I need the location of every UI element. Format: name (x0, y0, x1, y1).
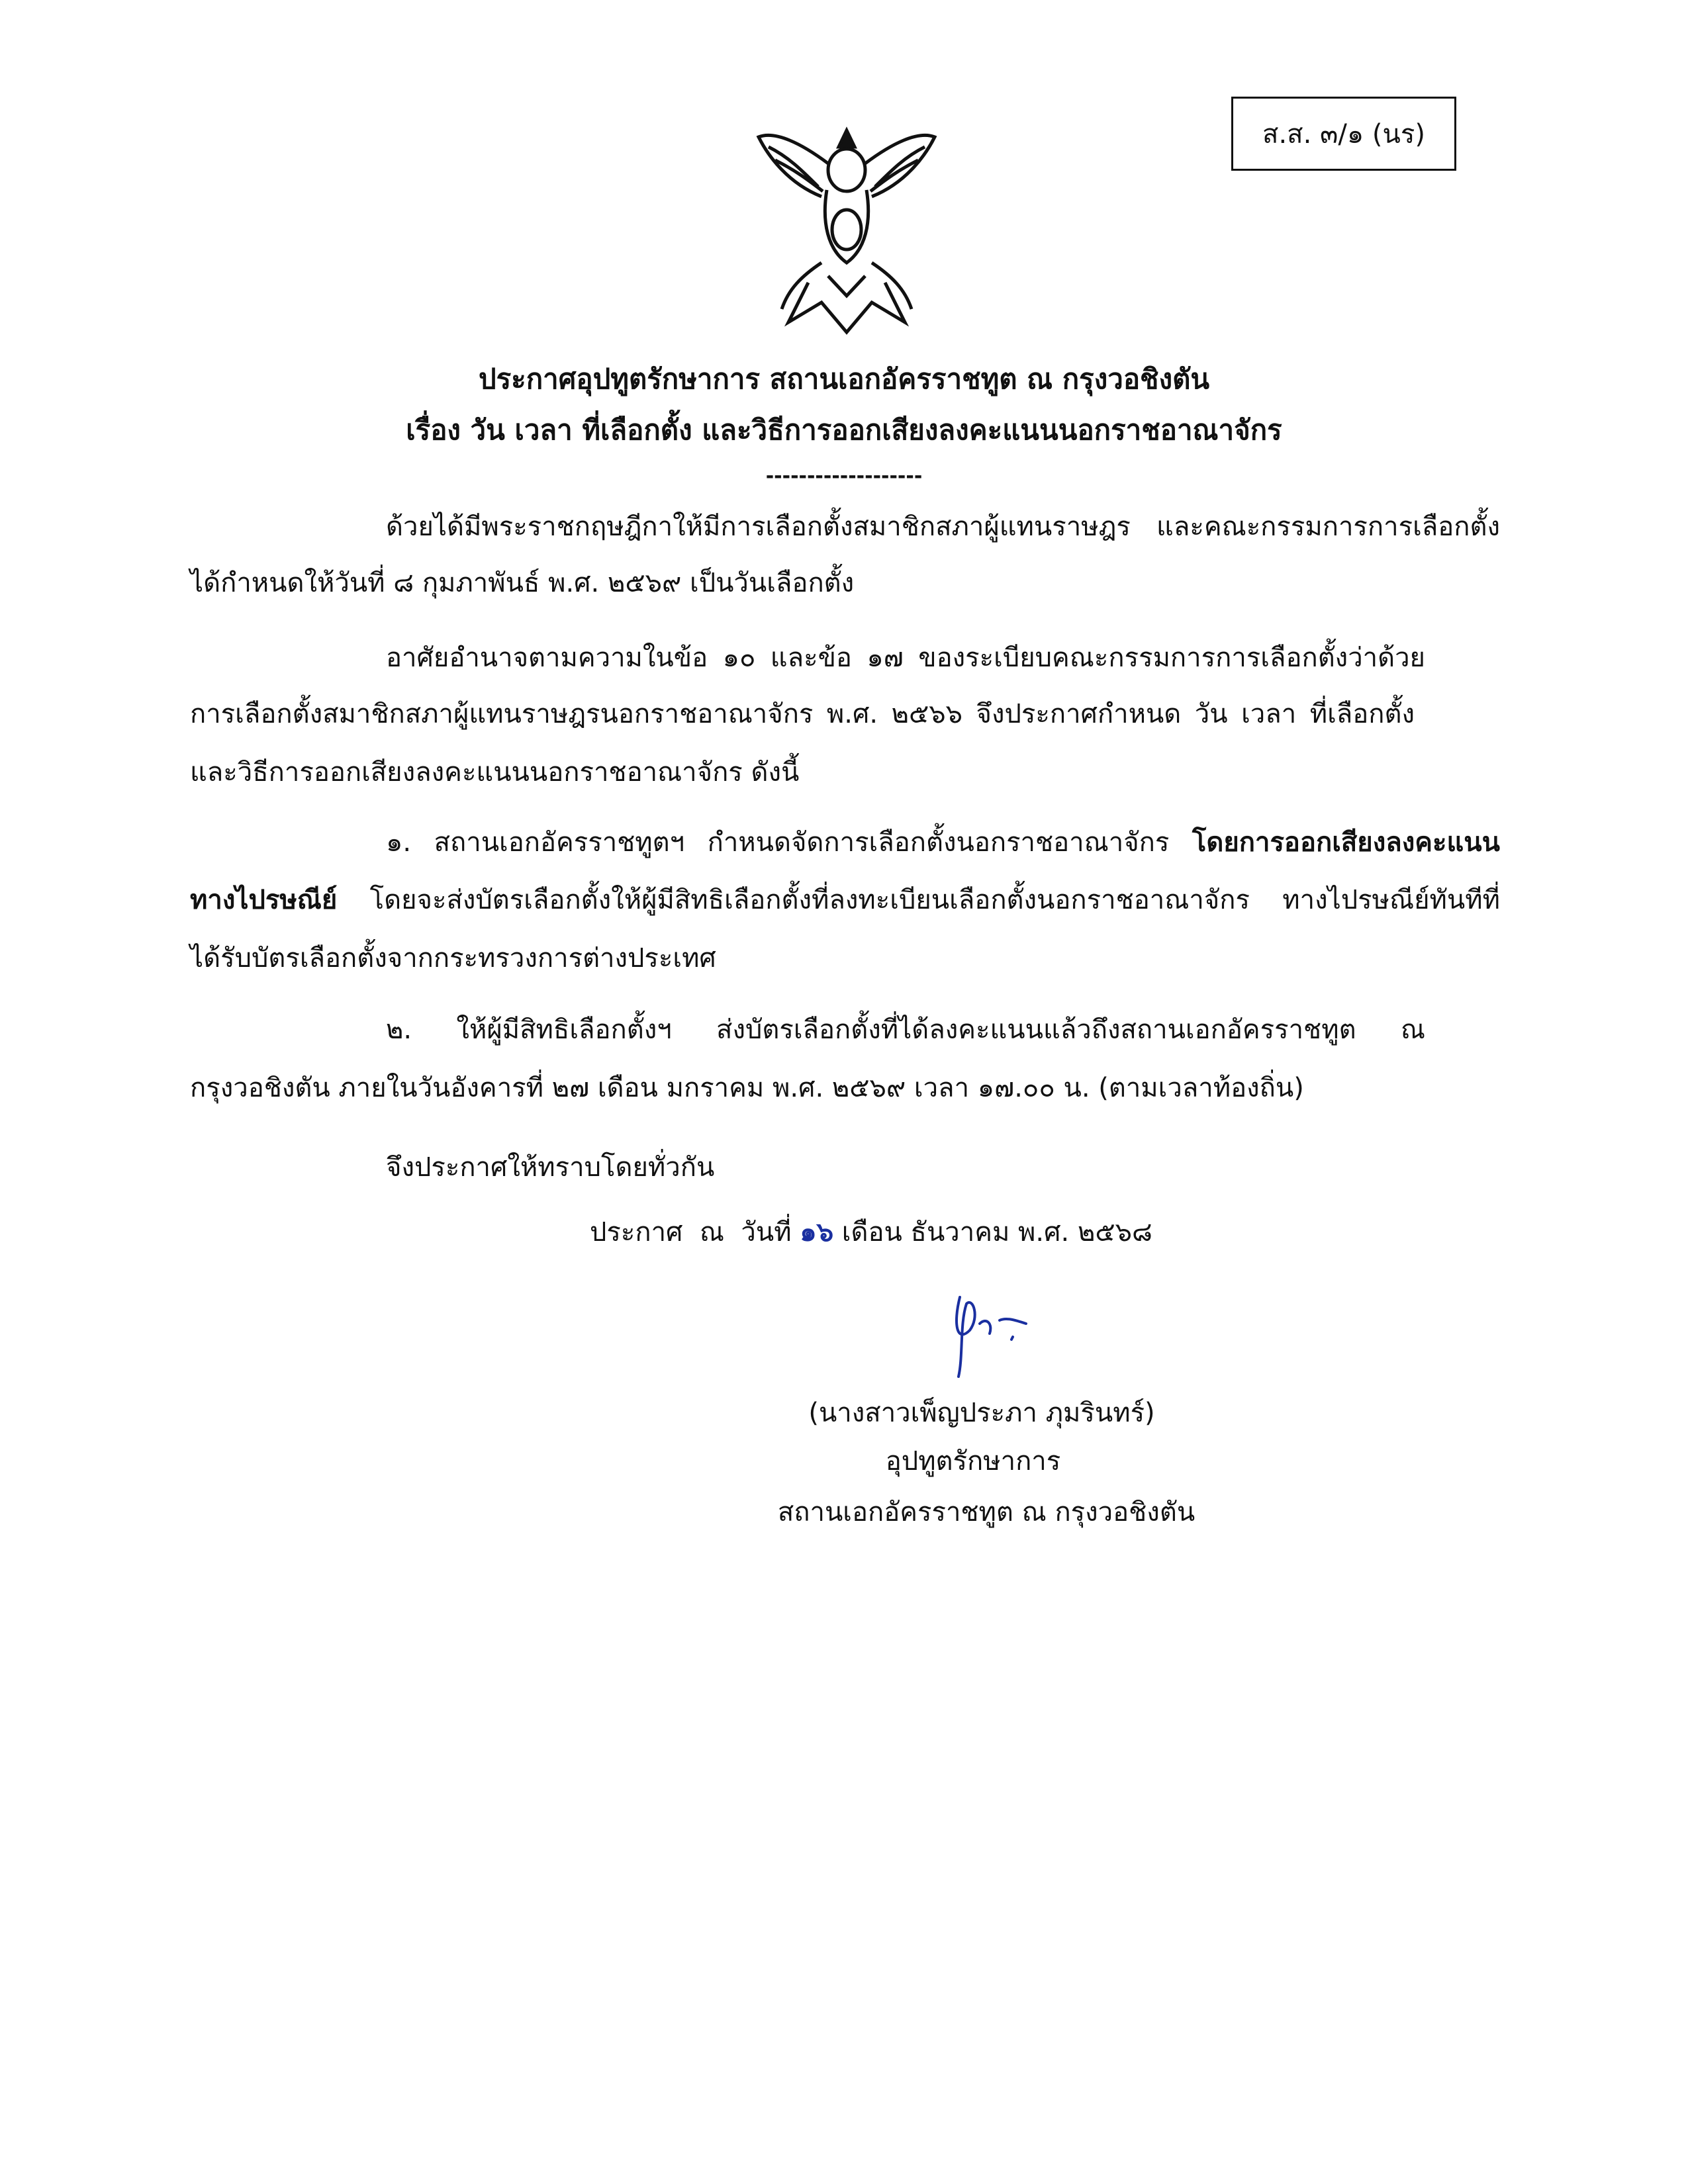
paragraph-2-line-3: และวิธีการออกเสียงลงคะแนนนอกราชอาณาจักร ดังนี้ (190, 757, 800, 788)
paragraph-2-line-2: การเลือกตั้งสมาชิกสภาผู้แทนราษฎรนอกราชอาณาจักร พ.ศ. ๒๕๖๖ จึงประกาศกำหนด วัน เวลา ที่เลือกตั้ง (190, 699, 1415, 729)
title-separator: ------------------- (765, 465, 923, 488)
signatory-name: (นางสาวเพ็ญประภา ภุมรินทร์) (808, 1398, 1155, 1428)
paragraph-2-line-1: อาศัยอำนาจตามความในข้อ ๑๐ และข้อ ๑๗ ของระเบียบคณะกรรมการการเลือกตั้งว่าด้วย (386, 643, 1425, 673)
item-1-text-cont: โดยจะส่งบัตรเลือกตั้งให้ผู้มีสิทธิเลือกตั้งที่ลงทะเบียนเลือกตั้งนอกราชอาณาจักร ทางไปรษณีย์ทันทีที่ (337, 885, 1500, 915)
document-reference-code: ส.ส. ๓/๑ (นร) (1231, 97, 1456, 171)
paragraph-1-line-2: ได้กำหนดให้วันที่ ๘ กุมภาพันธ์ พ.ศ. ๒๕๖๙ เป็นวันเลือกตั้ง (190, 568, 855, 598)
paragraph-3-line-2 (190, 880, 1500, 920)
title-line-1: ประกาศอุปทูตรักษาการ สถานเอกอัครราชทูต ณ กรุงวอชิงตัน (478, 363, 1210, 395)
postal-bold-text: ทางไปรษณีย์ (190, 885, 338, 915)
paragraph-4-line-1: ๒. ให้ผู้มีสิทธิเลือกตั้งฯ ส่งบัตรเลือกตั้งที่ได้ลงคะแนนแล้วถึงสถานเอกอัครราชทูต ณ (386, 1015, 1425, 1045)
title-line-2: เรื่อง วัน เวลา ที่เลือกตั้ง และวิธีการออกเสียงลงคะแนนนอกราชอาณาจักร (406, 414, 1282, 446)
date-day-handwritten: ๑๖ (800, 1217, 834, 1248)
paragraph-3-line-1 (386, 823, 1500, 862)
garuda-emblem-icon (749, 117, 945, 338)
closing-line: จึงประกาศให้ทราบโดยทั่วกัน (386, 1152, 715, 1183)
date-prefix: ประกาศ ณ วันที่ (590, 1217, 800, 1248)
date-suffix: เดือน ธันวาคม พ.ศ. ๒๕๖๘ (833, 1217, 1152, 1248)
signatory-office: สถานเอกอัครราชทูต ณ กรุงวอชิงตัน (777, 1497, 1196, 1527)
paragraph-4-line-2: กรุงวอชิงตัน ภายในวันอังคารที่ ๒๗ เดือน มกราคม พ.ศ. ๒๕๖๙ เวลา ๑๗.๐๐ น. (ตามเวลาท้องถิ่น) (190, 1073, 1304, 1103)
signature-icon (933, 1284, 1039, 1383)
announcement-date (590, 1212, 1152, 1252)
item-1-text: ๑. สถานเอกอัครราชทูตฯ กำหนดจัดการเลือกตั้งนอกราชอาณาจักร (386, 827, 1192, 858)
signatory-position: อุปทูตรักษาการ (885, 1446, 1061, 1477)
paragraph-1-line-1: ด้วยได้มีพระราชกฤษฎีกาให้มีการเลือกตั้งสมาชิกสภาผู้แทนราษฎร และคณะกรรมการการเลือกตั้ง (386, 512, 1500, 542)
paragraph-3-line-3: ได้รับบัตรเลือกตั้งจากกระทรวงการต่างประเทศ (190, 943, 716, 974)
item-1-bold-text: โดยการออกเสียงลงคะแนน (1192, 827, 1500, 858)
